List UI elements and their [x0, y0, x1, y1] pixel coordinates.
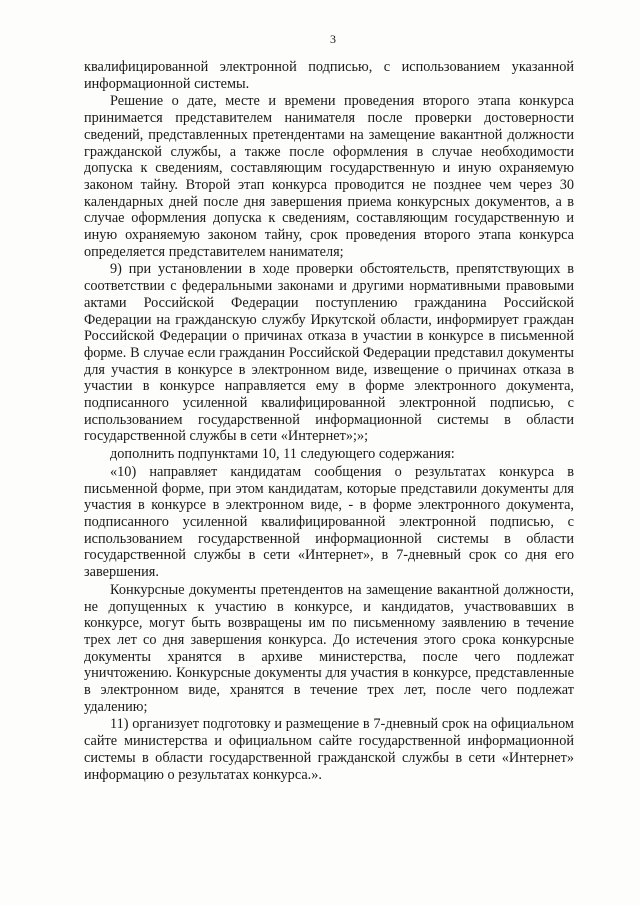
paragraph-continuation: квалифицированной электронной подписью, с использованием указанной информационной системы.: [84, 59, 574, 92]
paragraph-second-stage: Решение о дате, месте и времени проведения второго этапа конкурса принимается представителем нанимателя после проверки достоверности сведений, представленных претендентами на замещение вакантной должности гражданской службы, а также после оформления в случае необходимости допуска к сведениям, составляющим государственную и иную охраняемую законом тайну. Второй этап конкурса проводится не позднее чем через 30 календарных дней после дня завершения приема конкурсных документов, а в случае оформления допуска к сведениям, составляющим государственную и иную охраняемую законом тайну, срок проведения второго этапа конкурса определяется представителем нанимателя;: [84, 93, 574, 260]
paragraph-item-9: 9) при установлении в ходе проверки обстоятельств, препятствующих в соответствии с федеральными законами и другими нормативными правовыми актами Российской Федерации поступлению гражданина Российской Федерации на гражданскую службу Иркутской области, информирует граждан Российской Федерации о причинах отказа в участии в конкурсе в письменной форме. В случае если гражданин Российской Федерации представил документы для участия в конкурсе в электронном виде, извещение о причинах отказа в участии в конкурсе направляется ему в форме электронного документа, подписанного усиленной квалифицированной электронной подписью, с использованием государственной информационной системы в области государственной службы в сети «Интернет»;»;: [84, 261, 574, 445]
page-number: 3: [330, 32, 336, 46]
document-body: [84, 59, 574, 783]
paragraph-item-10: «10) направляет кандидатам сообщения о результатах конкурса в письменной форме, при этом кандидатам, которые представили документы для участия в конкурсе в электронном виде, - в форме электронного документа, подписанного усиленной квалифицированной электронной подписью, с использованием государственной информационной системы в области государственной службы в сети «Интернет», в 7-дневный срок со дня его завершения.: [84, 463, 574, 581]
paragraph-item-11: 11) организует подготовку и размещение в 7-дневный срок на официальном сайте министерства и официальном сайте государственной информационной системы в области государственной гражданской службы в сети «Интернет» информацию о результатах конкурса.».: [84, 716, 574, 783]
paragraph-amendment-intro: дополнить подпунктами 10, 11 следующего содержания:: [110, 446, 455, 463]
paragraph-documents-return: Конкурсные документы претендентов на замещение вакантной должности, не допущенных к участию в конкурсе, и кандидатов, участвовавших в конкурсе, могут быть возвращены им по письменному заявлению в течение трех лет со дня завершения конкурса. До истечения этого срока конкурсные документы хранятся в архиве министерства, после чего подлежат уничтожению. Конкурсные документы для участия в конкурсе, представленные в электронном виде, хранятся в течение трех лет, после чего подлежат удалению;: [84, 581, 574, 715]
